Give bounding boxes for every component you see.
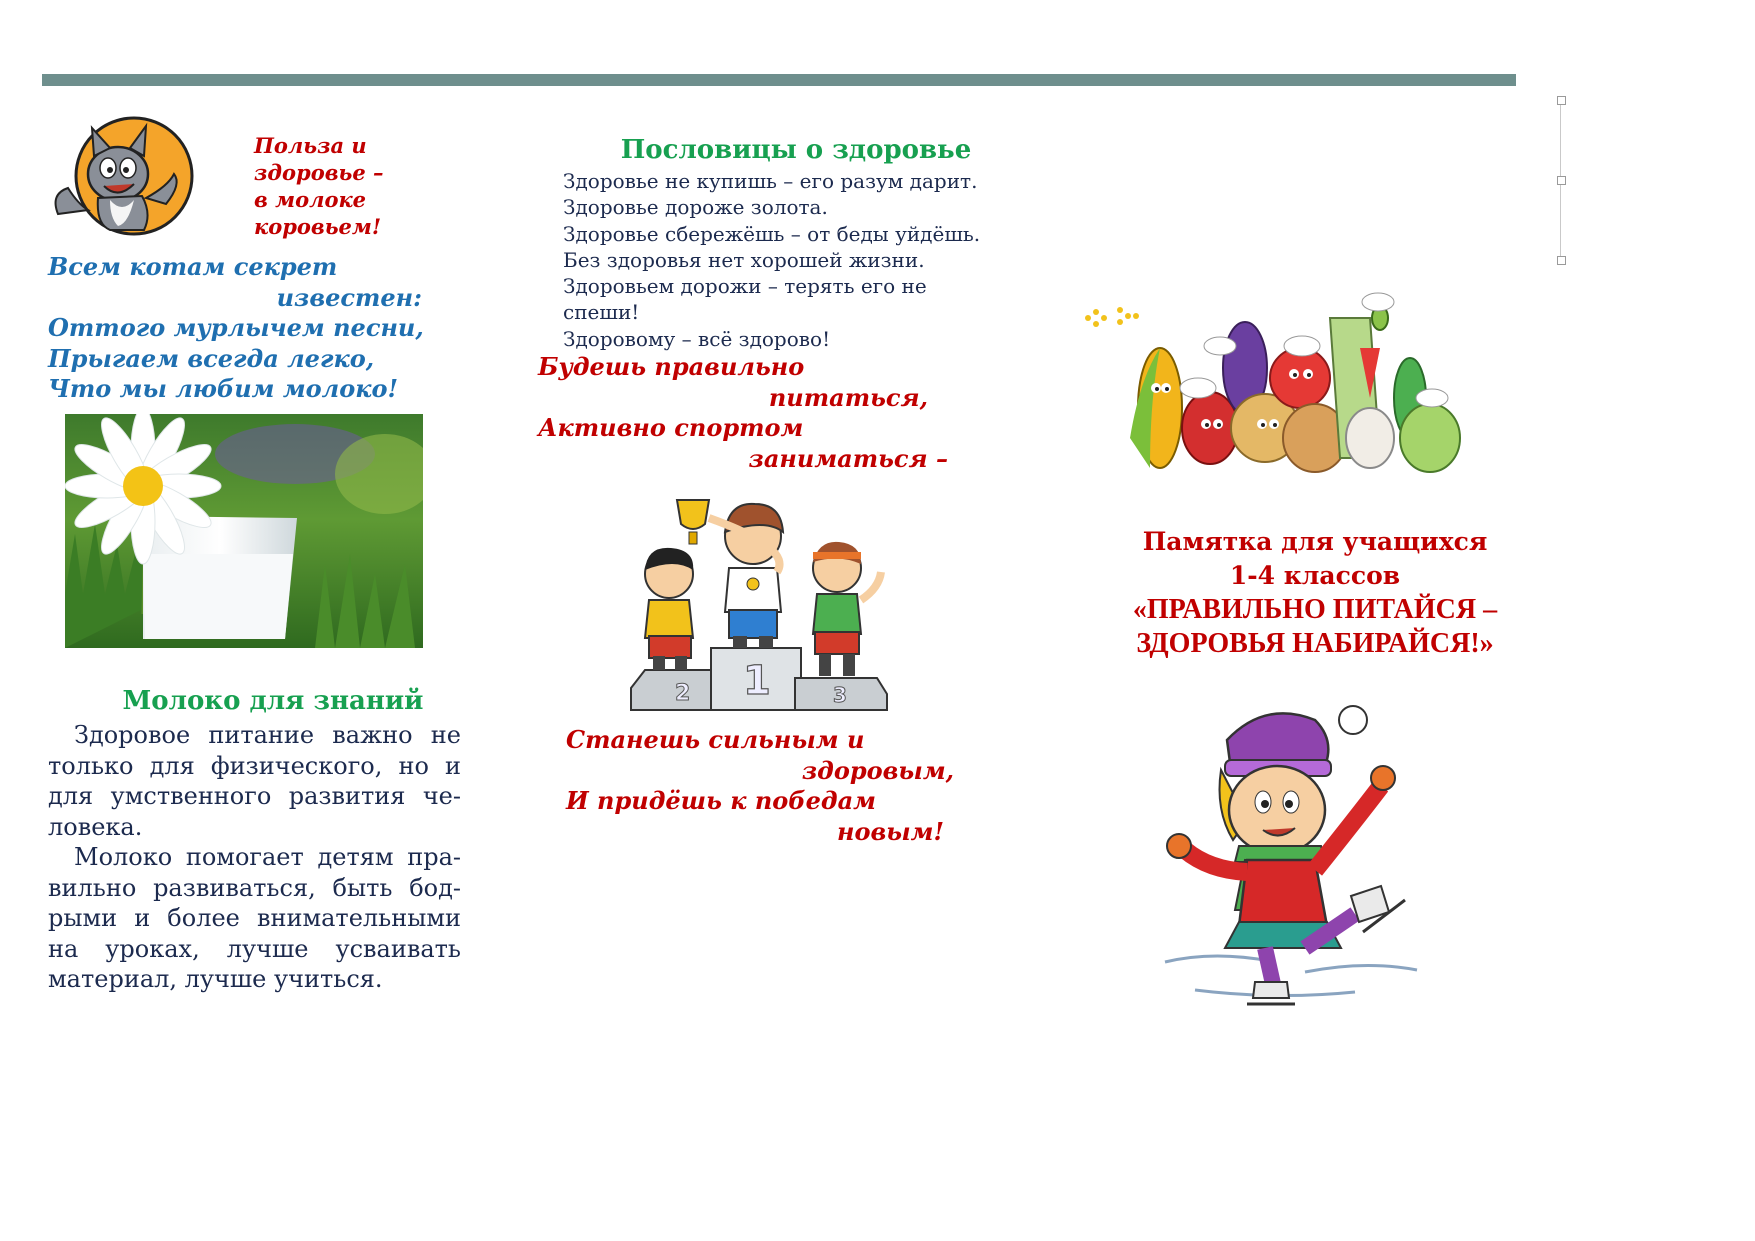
proverb-item: Здоровому – всё здорово! <box>563 326 831 351</box>
victory-poem-line: И придёшь к победам <box>566 786 876 815</box>
proverb-item: Без здоровья нет хорошей жизни. <box>563 247 925 272</box>
proverb-item: Здоровье сбережёшь – от беды уйдёшь. <box>563 221 981 246</box>
proverb-item: Здоровьем дорожи – терять его не спеши! <box>563 274 927 325</box>
memo-line: «ПРАВИЛЬНО ПИТАЙСЯ – <box>1132 594 1498 625</box>
sport-poem-line: питаться, <box>768 382 928 412</box>
milk-paragraph: Здоровое питание важно не только для физического, но и для умственного развития человека. <box>48 721 461 841</box>
sport-poem-line: Активно спортом <box>538 413 804 442</box>
podium-number: 3 <box>833 683 847 707</box>
cat-illustration <box>48 114 198 240</box>
milk-title: Молоко для знаний <box>122 686 424 716</box>
milk-paragraph: Молоко помогает детям правильно развиваться, быть бодрыми и более внимательными на уроках, лучше усваивать материал, лучше учиться. <box>48 843 461 993</box>
cat-slogan-line: в молоке <box>254 187 367 212</box>
sport-poem-line: заниматься – <box>748 443 948 473</box>
memo-title <box>1085 525 1545 661</box>
cat-slogan <box>254 132 384 240</box>
sport-poem <box>538 352 948 474</box>
sport-poem-line: Будешь правильно <box>538 352 805 381</box>
victory-poem-line: здоровым, <box>801 755 954 785</box>
memo-line: 1-4 классов <box>1229 561 1401 590</box>
memo-line: ЗДОРОВЬЯ НАБИРАЙСЯ!» <box>1136 628 1494 659</box>
header-bar <box>42 74 1516 86</box>
resize-handle-icon[interactable] <box>1557 176 1566 185</box>
victory-poem-line: новым! <box>836 816 944 846</box>
cat-poem-line: Что мы любим молоко! <box>48 374 399 403</box>
resize-handle-icon[interactable] <box>1557 96 1566 105</box>
cat-poem-line: Оттого мурлычем песни, <box>48 313 424 342</box>
proverb-item: Здоровье дороже золота. <box>563 195 828 220</box>
proverbs-list <box>563 168 1033 352</box>
podium-kids-illustration <box>625 488 897 714</box>
page-edge-handles <box>1560 96 1569 264</box>
skater-girl-illustration <box>1155 700 1445 1015</box>
cat-poem <box>48 252 428 405</box>
cat-slogan-line: коровьем! <box>254 214 382 239</box>
memo-line: Памятка для учащихся <box>1142 527 1488 556</box>
milk-daisy-photo <box>65 414 423 648</box>
podium-number: 2 <box>675 681 691 706</box>
victory-poem-line: Станешь сильным и <box>566 725 865 754</box>
vegetables-illustration <box>1080 288 1470 493</box>
cat-poem-line: Прыгаем всегда легко, <box>48 343 375 373</box>
proverbs-title: Пословицы о здоровье <box>620 135 972 165</box>
cat-poem-line: известен: <box>276 282 422 312</box>
podium-number: 1 <box>743 658 771 704</box>
milk-text <box>48 720 461 995</box>
cat-slogan-line: здоровье – <box>254 160 384 185</box>
resize-handle-icon[interactable] <box>1557 256 1566 265</box>
cat-slogan-line: Польза и <box>254 133 367 158</box>
cat-poem-line: Всем котам секрет <box>48 252 338 281</box>
victory-poem <box>566 725 954 847</box>
proverb-item: Здоровье не купишь – его разум дарит. <box>563 169 978 193</box>
